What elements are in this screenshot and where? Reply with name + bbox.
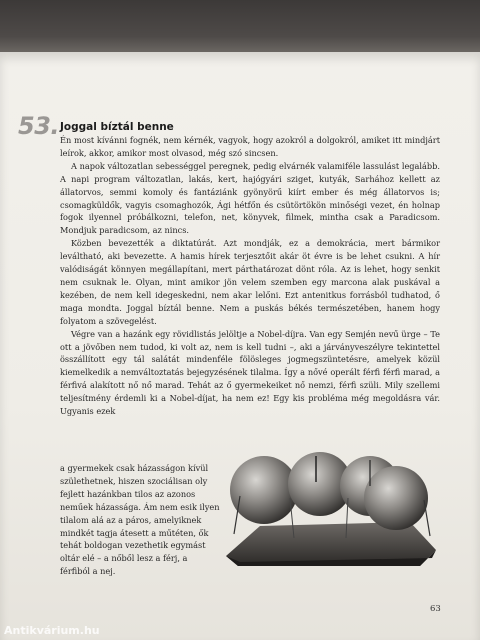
- watermark-logo: Antikvárium.hu: [4, 624, 100, 637]
- sculpture-photo: [220, 438, 442, 568]
- entry-number: 53.: [18, 112, 60, 140]
- paragraph-4: Végre van a hazánk egy rövidlistás jelöltje a Nobel-díjra. Van egy Semjén nevű ürge – Te ott a jövőben nem tudod, ki volt az, nem is kell tudni –, aki a járványveszélyre tekintettel összállított egy tál salátát mindenféle fölösleges jogmegszüntetésre, amelyek közül kiemelkedik a nemváltoztatás bejegyzésének tilalma. Így a nővé operált férfi férfi marad, a férfivá alakított nő nő marad. Tehát az ő gyermekeiket nő nemzi, férfi szüli. Mily szellemi teljesítmény érdemli ki a Nobel-díjat, ha nem ez! Egy kis probléma még megoldásra vár. Ugyanis ezek: [60, 328, 440, 417]
- body-text: [60, 134, 440, 418]
- paragraph-1: Én most kívánni fognék, nem kérnék, vagyok, hogy azokról a dolgokról, amiket itt mindjárt leírok, akkor, amikor most olvasod, még szó sincsen.: [60, 135, 440, 158]
- paragraph-2: A napok változatlan sebességgel peregnek, pedig elvárnék valamiféle lassulást legalább. A napi program változatlan, lakás, kert, hajógyári sziget, kutyák, Sarhához kellett az állatorvos, semmi komoly és fantáziánk gyönyörű kiírt ember és még állatorvos is; csomagküldők, vagyis csomaghozók, Ági hétfőn és csütörtökön minőségi vezet, én holnap fogok ilyennel próbálkozni, telefon, net, könyvek, filmek, mintha csak a Paradicsom. Mondjuk paradicsom, az nincs.: [60, 160, 440, 236]
- entry-title: Joggal bíztál benne: [60, 121, 174, 133]
- paragraph-3: Közben bevezették a diktatúrát. Azt mondják, ez a demokrácia, mert bármikor leváltható, aki bevezette. A hamis hírek terjesztőit akár öt évre is be lehet csukni. A hír valódiságát könnyen megállapítani, mert párthatározat dönt róla. Az is lehet, hogy senkit nem csuknak le. Olyan, mint amikor jön velem szemben egy marcona alak puskával a kezében, de nem kell idegeskedni, nem akar lelőni. Ezt antenitkus forrásból tudhatod, ő maga mondta. Joggal bíztál benne. Nem a puskás békés természetében, hanem hogy folyatom a szövegelést.: [60, 238, 440, 326]
- book-gutter-shadow: [0, 0, 480, 52]
- wrapped-paragraph: a gyermekek csak házasságon kívül születhetnek, hiszen szociálisan oly fejlett hazánkban tilos az azonos neműek házassága. Ám nem esik ilyen tilalom alá az a páros, amelyiknek mindkét tagja átesett a műtéten, ők tehát boldogan vezethetik egymást oltár elé – a nőből lesz a férj, a férfiból a nej.: [60, 463, 220, 577]
- page-number: 63: [430, 604, 441, 614]
